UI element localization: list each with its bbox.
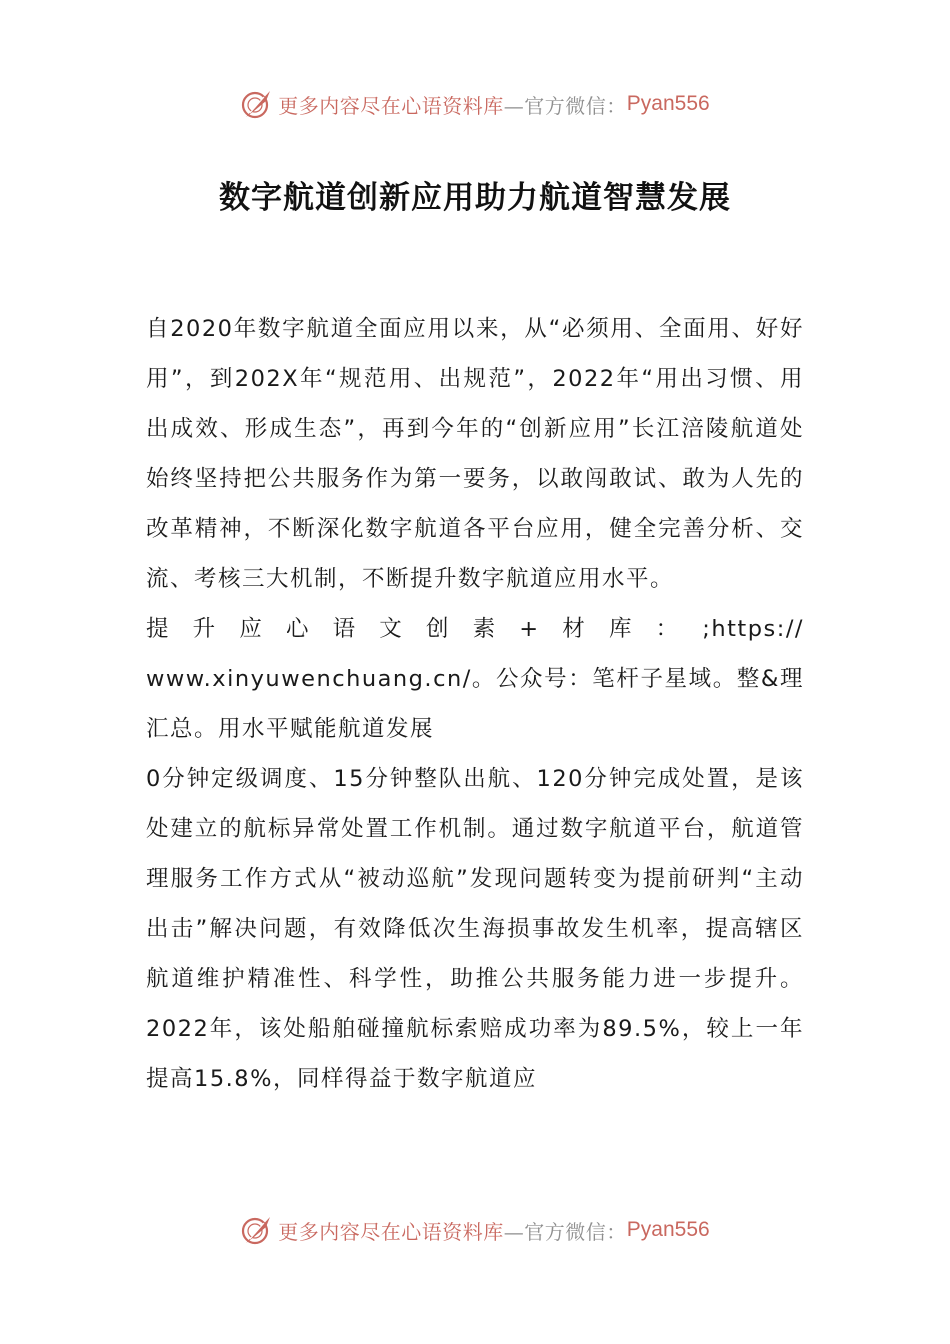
paragraph-mechanism: 0分钟定级调度、15分钟整队出航、120分钟完成处置，是该处建立的航标异常处置工作机制。通过数字航道平台，航道管理服务工作方式从“被动巡航”发现问题转变为提前研判“主动出击”解决问题，有效降低次生海损事故发生机率，提高辖区航道维护精准性、科学性，助推公共服务能力进一步提升。2022年，该处船舶碰撞航标索赔成功率为89.5%，较上一年提高15.8%，同样得益于数字航道应 — [146, 766, 804, 1092]
wechat-id: Pyan556 — [626, 92, 710, 115]
wechat-label: —官方微信： — [503, 1219, 627, 1244]
paragraph-promo-link: www.xinyuwenchuang.cn/。公众号：笔杆子星域。整&理汇总。用水平赋能航道发展 — [146, 666, 804, 742]
document-title: 数字航道创新应用助力航道智慧发展 — [219, 180, 731, 216]
promo-text: 更多内容尽在心语资料库 — [278, 93, 504, 118]
paragraph-intro: 自2020年数字航道全面应用以来，从“必须用、全面用、好好用”，到202X年“规范用、出规范”，2022年“用出习惯、用出成效、形成生态”，再到今年的“创新应用”长江涪陵航道处始终坚持把公共服务作为第一要务，以敢闯敢试、敢为人先的改革精神，不断深化数字航道各平台应用，健全完善分析、交流、考核三大机制，不断提升数字航道应用水平。 — [146, 316, 804, 592]
header-banner — [0, 82, 950, 126]
wechat-id: Pyan556 — [626, 1218, 710, 1241]
quill-logo-icon — [240, 1213, 274, 1247]
document-body — [146, 304, 804, 1104]
wechat-label: —官方微信： — [503, 93, 627, 118]
promo-text: 更多内容尽在心语资料库 — [278, 1219, 504, 1244]
paragraph-promo-line: 提升应心语文创素+材库：;https:// — [146, 616, 804, 642]
footer-banner — [0, 1208, 950, 1252]
quill-logo-icon — [240, 87, 274, 121]
